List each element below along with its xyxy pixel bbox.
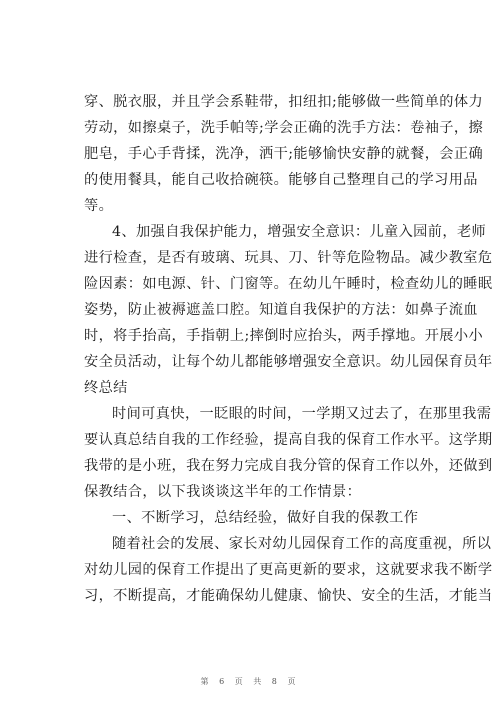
text-line: 时，将手抬高，手指朝上;摔倒时应抬头，两手撑地。开展小小 (84, 328, 484, 344)
text-line: 习，不断提高，才能确保幼儿健康、愉快、安全的生活，才能当 (84, 588, 493, 604)
paragraph-first-line: 时间可真快，一眨眼的时间，一学期又过去了，在那里我需 (112, 406, 492, 422)
text-line: 等。 (84, 198, 114, 214)
text-line: 姿势，防止被褥遮盖口腔。知道自我保护的方法：如鼻子流血 (84, 302, 478, 318)
text-line: 的使用餐具，能自己收拾碗筷。能够自己整理自己的学习用品 (84, 172, 478, 188)
text-line: 险因素：如电源、针、门窗等。在幼儿午睡时，检查幼儿的睡眠 (84, 276, 493, 292)
text-line: 肥皂，手心手背揉，洗净，洒干;能够愉快安静的就餐，会正确 (84, 146, 484, 162)
text-line: 终总结 (84, 380, 128, 396)
text-line: 安全员活动，让每个幼儿都能够增强安全意识。幼儿园保育员年 (84, 354, 493, 370)
text-line: 要认真总结自我的工作经验，提高自我的保育工作水平。这学期 (84, 432, 493, 448)
text-line: 穿、脱衣服，并且学会系鞋带，扣纽扣;能够做一些简单的体力 (84, 94, 484, 110)
page-number-footer: 第 6 页 共 8 页 (200, 677, 300, 686)
paragraph-first-line: 随着社会的发展、家长对幼儿园保育工作的高度重视，所以 (112, 536, 492, 552)
paragraph-first-line: 4、加强自我保护能力，增强安全意识：儿童入园前，老师 (112, 224, 487, 240)
text-line: 保教结合，以下我谈谈这半年的工作情景： (84, 484, 362, 500)
text-line: 我带的是小班，我在努力完成自我分管的保育工作以外，还做到 (84, 458, 493, 474)
text-line: 对幼儿园的保育工作提出了更高更新的要求，这就要求我不断学 (84, 562, 493, 578)
text-line: 劳动，如擦桌子，洗手帕等;学会正确的洗手方法：卷袖子，擦 (84, 120, 484, 136)
text-line: 进行检查，是否有玻璃、玩具、刀、针等危险物品。减少教室危 (84, 250, 493, 266)
section-heading: 一、不断学习，总结经验，做好自我的保教工作 (112, 510, 419, 526)
